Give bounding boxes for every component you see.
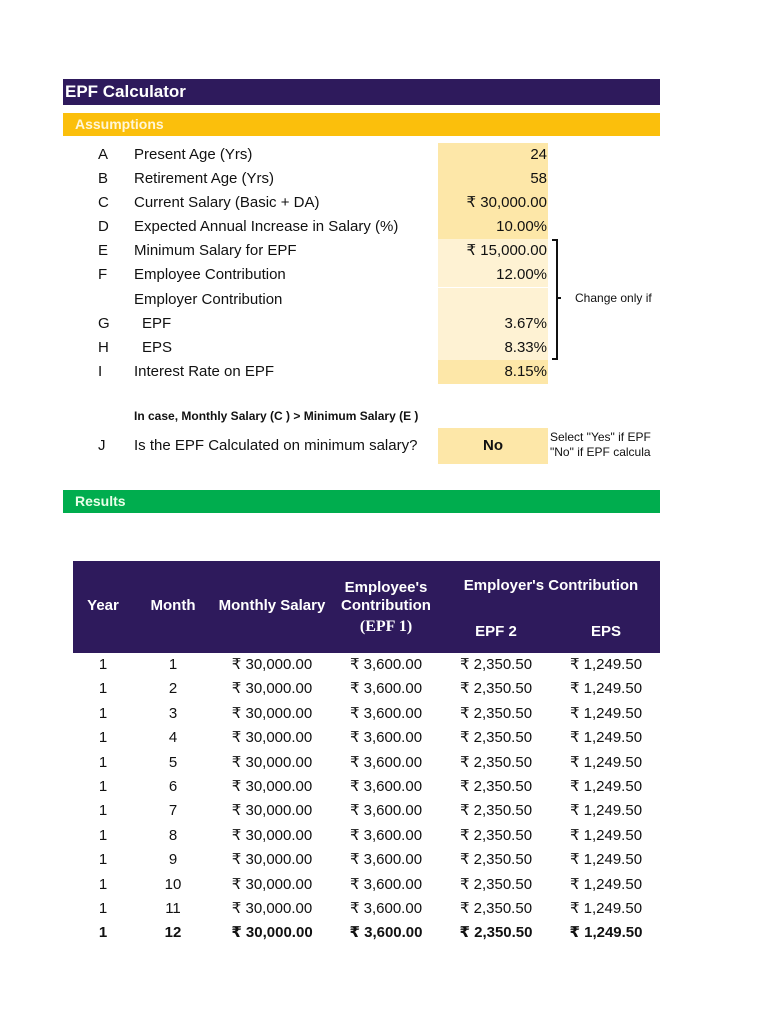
row-label: Employer Contribution	[134, 291, 283, 308]
col-employer-header: Employer's Contribution	[463, 577, 639, 594]
cell-epf2: ₹ 2,350.50	[459, 777, 533, 795]
cell-epf2: ₹ 2,350.50	[459, 899, 533, 917]
assumption-row-employer-contribution	[0, 288, 768, 312]
table-row	[73, 653, 660, 677]
table-row	[73, 726, 660, 750]
results-header: Results	[63, 490, 660, 513]
row-letter: E	[98, 242, 109, 259]
cell-employee: ₹ 3,600.00	[349, 826, 423, 844]
cell-epf2: ₹ 2,350.50	[459, 656, 533, 673]
select-note	[550, 430, 660, 460]
page-title: EPF Calculator	[63, 79, 660, 105]
results-table-header	[73, 561, 660, 653]
row-letter: I	[98, 363, 103, 380]
table-row-year-total	[73, 921, 660, 945]
cell-year: 1	[98, 875, 108, 893]
cell-epf2: ₹ 2,350.50	[459, 680, 533, 698]
table-row	[73, 751, 660, 775]
row-label: Is the EPF Calculated on minimum salary?	[134, 437, 418, 454]
case-note: In case, Monthly Salary (C ) > Minimum Salary (E )	[134, 409, 419, 423]
row-label: Interest Rate on EPF	[134, 363, 275, 380]
table-row	[73, 897, 660, 921]
col-month-header: Month	[150, 597, 196, 614]
salary-increase-input[interactable]: 10.00%	[438, 215, 548, 239]
cell-eps: ₹ 1,249.50	[569, 826, 643, 844]
cell-month: 12	[164, 924, 182, 942]
cell-eps: ₹ 1,249.50	[569, 875, 643, 893]
select-note-line2: "No" if EPF calcula	[550, 445, 651, 459]
cell-month: 5	[168, 753, 178, 771]
cell-salary: ₹ 30,000.00	[231, 680, 313, 698]
cell-salary: ₹ 30,000.00	[231, 924, 313, 942]
cell-eps: ₹ 1,249.50	[569, 802, 643, 820]
row-label: Retirement Age (Yrs)	[134, 170, 275, 187]
cell-employee: ₹ 3,600.00	[349, 924, 423, 942]
row-letter: D	[98, 218, 109, 235]
row-label: EPS	[142, 339, 173, 356]
cell-month: 10	[164, 875, 182, 893]
row-letter: H	[98, 339, 109, 356]
table-row	[73, 799, 660, 823]
cell-salary: ₹ 30,000.00	[231, 753, 313, 771]
cell-year: 1	[98, 656, 108, 673]
cell-year: 1	[98, 899, 108, 917]
cell-employee: ₹ 3,600.00	[349, 851, 423, 869]
cell-employee: ₹ 3,600.00	[349, 680, 423, 698]
cell-year: 1	[98, 729, 108, 747]
col-employee-header	[331, 579, 441, 636]
cell-epf2: ₹ 2,350.50	[459, 704, 533, 722]
cell-year: 1	[98, 851, 108, 869]
table-row	[73, 702, 660, 726]
cell-eps: ₹ 1,249.50	[569, 851, 643, 869]
row-label: Present Age (Yrs)	[134, 146, 253, 163]
cell-epf2: ₹ 2,350.50	[459, 826, 533, 844]
table-row	[73, 873, 660, 897]
cell-eps: ₹ 1,249.50	[569, 656, 643, 673]
interest-rate-input[interactable]: 8.15%	[438, 360, 548, 384]
cell-salary: ₹ 30,000.00	[231, 656, 313, 673]
assumption-row-employer-eps	[0, 336, 768, 360]
cell-salary: ₹ 30,000.00	[231, 704, 313, 722]
cell-employee: ₹ 3,600.00	[349, 777, 423, 795]
cell-epf2: ₹ 2,350.50	[459, 802, 533, 820]
cell-month: 11	[165, 899, 181, 917]
current-salary-input[interactable]: ₹ 30,000.00	[438, 191, 548, 215]
cell-epf2: ₹ 2,350.50	[459, 851, 533, 869]
table-row	[73, 824, 660, 848]
col-year-header: Year	[87, 597, 119, 614]
employer-eps-input[interactable]: 8.33%	[438, 336, 548, 360]
cell-salary: ₹ 30,000.00	[231, 875, 313, 893]
cell-eps: ₹ 1,249.50	[569, 729, 643, 747]
row-letter: B	[98, 170, 109, 187]
select-note-line1: Select "Yes" if EPF	[550, 430, 651, 444]
bracket-tick	[557, 297, 561, 299]
cell-eps: ₹ 1,249.50	[569, 924, 643, 942]
cell-salary: ₹ 30,000.00	[231, 899, 313, 917]
employer-contribution-cell	[438, 288, 548, 312]
cell-month: 3	[168, 704, 178, 722]
cell-employee: ₹ 3,600.00	[349, 729, 423, 747]
row-label: Minimum Salary for EPF	[134, 242, 297, 259]
cell-employee: ₹ 3,600.00	[349, 875, 423, 893]
assumption-row-interest-rate	[0, 360, 768, 384]
employer-epf-input[interactable]: 3.67%	[438, 312, 548, 336]
cell-month: 4	[168, 729, 178, 747]
assumption-row-employer-epf	[0, 312, 768, 336]
assumption-row-retirement-age	[0, 167, 768, 191]
cell-year: 1	[98, 826, 108, 844]
table-row	[73, 775, 660, 799]
cell-epf2: ₹ 2,350.50	[459, 924, 533, 942]
row-letter: A	[98, 146, 109, 163]
col-epf2-header: EPF 2	[475, 623, 517, 640]
cell-month: 7	[168, 802, 178, 820]
min-salary-select[interactable]: No	[438, 428, 548, 464]
assumption-row-minimum-salary	[0, 239, 768, 263]
col-employee-line2: Contribution	[341, 597, 431, 614]
row-letter: F	[98, 266, 108, 283]
cell-salary: ₹ 30,000.00	[231, 802, 313, 820]
employee-contribution-input[interactable]: 12.00%	[438, 263, 548, 287]
cell-month: 2	[168, 680, 178, 698]
present-age-input[interactable]: 24	[438, 143, 548, 167]
cell-employee: ₹ 3,600.00	[349, 802, 423, 820]
cell-month: 6	[168, 777, 178, 795]
cell-year: 1	[98, 753, 108, 771]
cell-eps: ₹ 1,249.50	[569, 899, 643, 917]
assumption-row-salary-increase	[0, 215, 768, 239]
cell-month: 9	[168, 851, 178, 869]
assumption-row-employee-contribution	[0, 263, 768, 287]
cell-epf2: ₹ 2,350.50	[459, 753, 533, 771]
cell-employee: ₹ 3,600.00	[349, 899, 423, 917]
change-note: Change only if	[575, 291, 652, 305]
cell-eps: ₹ 1,249.50	[569, 753, 643, 771]
cell-salary: ₹ 30,000.00	[231, 729, 313, 747]
cell-month: 1	[168, 656, 178, 673]
cell-employee: ₹ 3,600.00	[349, 753, 423, 771]
cell-year: 1	[98, 680, 108, 698]
bracket-divider	[552, 239, 558, 360]
assumption-row-current-salary	[0, 191, 768, 215]
row-letter: C	[98, 194, 109, 211]
results-table-body	[73, 653, 660, 946]
cell-eps: ₹ 1,249.50	[569, 680, 643, 698]
row-label: Expected Annual Increase in Salary (%)	[134, 218, 399, 235]
retirement-age-input[interactable]: 58	[438, 167, 548, 191]
col-employee-line1: Employee's	[344, 579, 428, 596]
row-letter: J	[98, 437, 106, 454]
cell-year: 1	[98, 777, 108, 795]
table-row	[73, 677, 660, 701]
cell-month: 8	[168, 826, 178, 844]
cell-year: 1	[98, 924, 108, 942]
table-row	[73, 848, 660, 872]
minimum-salary-input[interactable]: ₹ 15,000.00	[438, 239, 548, 263]
cell-eps: ₹ 1,249.50	[569, 777, 643, 795]
cell-year: 1	[98, 704, 108, 722]
col-eps-header: EPS	[590, 623, 621, 640]
cell-eps: ₹ 1,249.50	[569, 704, 643, 722]
assumption-row-present-age	[0, 143, 768, 167]
cell-year: 1	[98, 802, 108, 820]
row-label: Employee Contribution	[134, 266, 286, 283]
col-salary-header: Monthly Salary	[218, 597, 326, 614]
row-label: Current Salary (Basic + DA)	[134, 194, 320, 211]
cell-salary: ₹ 30,000.00	[231, 777, 313, 795]
row-letter: G	[98, 315, 110, 332]
cell-salary: ₹ 30,000.00	[231, 851, 313, 869]
cell-salary: ₹ 30,000.00	[231, 826, 313, 844]
cell-epf2: ₹ 2,350.50	[459, 729, 533, 747]
cell-employee: ₹ 3,600.00	[349, 656, 423, 673]
assumptions-header: Assumptions	[63, 113, 660, 136]
row-label: EPF	[142, 315, 172, 332]
cell-epf2: ₹ 2,350.50	[459, 875, 533, 893]
cell-employee: ₹ 3,600.00	[349, 704, 423, 722]
col-employee-line3: (EPF 1)	[359, 618, 413, 635]
